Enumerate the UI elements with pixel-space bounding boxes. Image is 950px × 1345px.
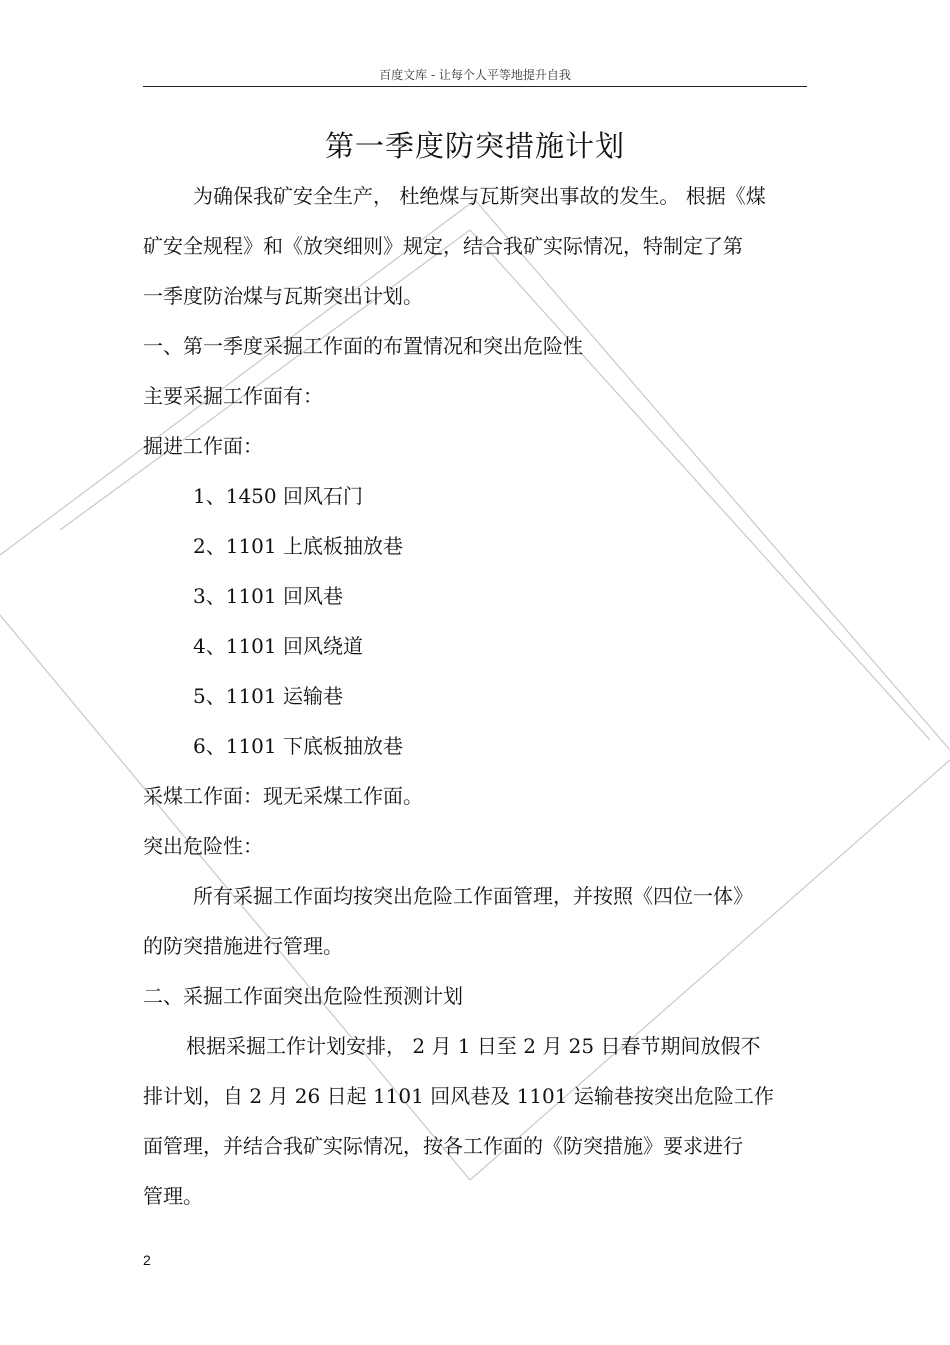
- page-number: 2: [143, 1252, 151, 1268]
- excavation-face-item: 4、1101 回风绕道: [193, 634, 363, 658]
- mining-faces-text: 采煤工作面：现无采煤工作面。: [143, 784, 423, 808]
- section-1-heading: 一、第一季度采掘工作面的布置情况和突出危险性: [143, 334, 583, 358]
- plan-text-line-4: 管理。: [143, 1184, 203, 1208]
- intro-line-3: 一季度防治煤与瓦斯突出计划。: [143, 284, 423, 308]
- excavation-face-item: 2、1101 上底板抽放巷: [193, 534, 403, 558]
- excavation-face-item: 6、1101 下底板抽放巷: [193, 734, 403, 758]
- header-rule: [143, 86, 807, 87]
- plan-text-line-3: 面管理，并结合我矿实际情况，按各工作面的《防突措施》要求进行: [143, 1134, 743, 1158]
- excavation-face-item: 3、1101 回风巷: [193, 584, 343, 608]
- risk-label: 突出危险性：: [143, 834, 263, 858]
- plan-text-line-2: 排计划，自 2 月 26 日起 1101 回风巷及 1101 运输巷按突出危险工作: [143, 1084, 774, 1108]
- excavation-label: 掘进工作面：: [143, 434, 263, 458]
- section-2-heading: 二、采掘工作面突出危险性预测计划: [143, 984, 463, 1008]
- page-header: 百度文库 - 让每个人平等地提升自我: [379, 68, 571, 82]
- intro-line-2: 矿安全规程》和《放突细则》规定，结合我矿实际情况，特制定了第: [143, 234, 743, 258]
- main-faces-label: 主要采掘工作面有：: [143, 384, 323, 408]
- risk-text-line-1: 所有采掘工作面均按突出危险工作面管理，并按照《四位一体》: [193, 884, 753, 908]
- plan-text-line-1: 根据采掘工作计划安排， 2 月 1 日至 2 月 25 日春节期间放假不: [186, 1034, 761, 1058]
- excavation-face-item: 1、1450 回风石门: [193, 484, 363, 508]
- risk-text-line-2: 的防突措施进行管理。: [143, 934, 343, 958]
- document-title: 第一季度防突措施计划: [324, 129, 625, 163]
- intro-line-1: 为确保我矿安全生产， 杜绝煤与瓦斯突出事故的发生。 根据《煤: [193, 184, 766, 208]
- excavation-face-item: 5、1101 运输巷: [193, 684, 343, 708]
